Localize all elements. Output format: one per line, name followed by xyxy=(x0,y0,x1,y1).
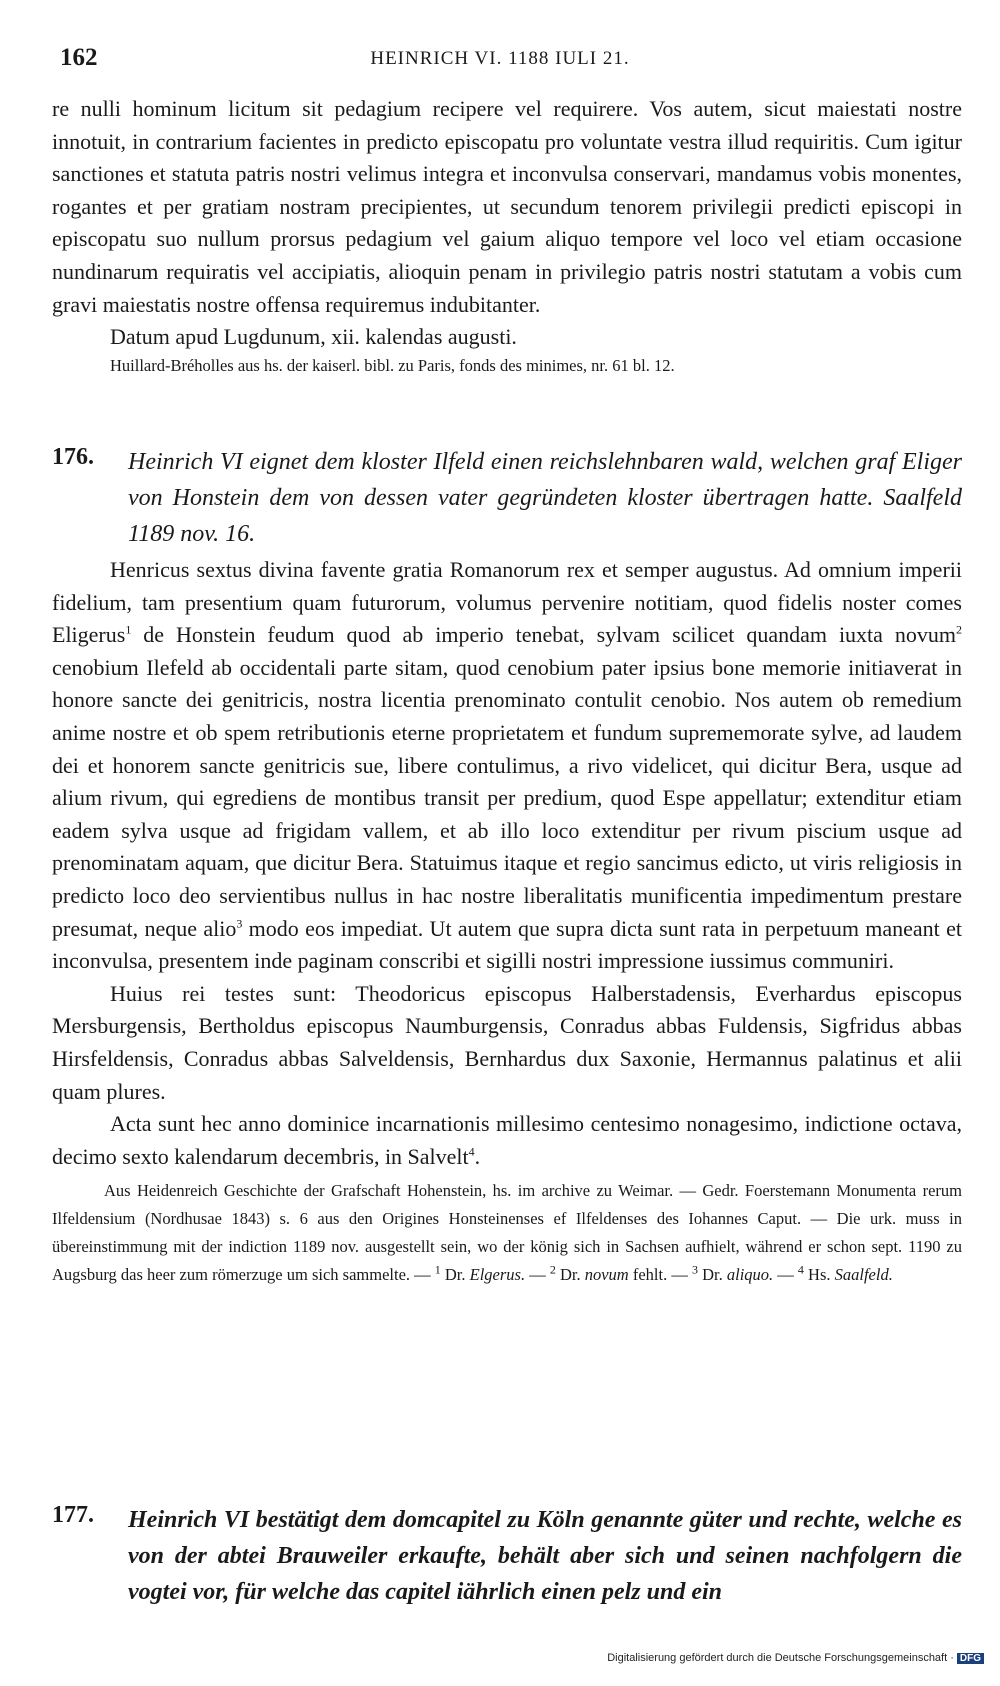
page-number: 162 xyxy=(60,44,98,71)
footnote-ref-4: 4 xyxy=(468,1144,475,1159)
footnote-ref-2: 2 xyxy=(956,622,962,637)
footnote-ref-1: 1 xyxy=(125,622,132,637)
document-177-heading xyxy=(52,1502,962,1610)
body-paragraph: re nulli hominum licitum sit pedagium recipere vel requirere. Vos autem, sicut maiestati nostre innotuit, in contrarium facientes in predicto episcopatu pro voluntate vestra illud requiritis. Cum igitur sanctiones et statuta patris nostri velimus integra et inconvulsa conservari, mandamus vobis monentes, rogantes et per gratiam nostram precipientes, ut secundum tenorem privilegii predicti episcopi in episcopatu suo nullum prorsus pedagium vel gaium aliquo tempore vel loco vel etiam occasione nundinarum requiratis vel accipiatis, alioquin penam in privilegio patris nostri statutam a vobis cum gravi maiestatis nostre offensa requiremus indubitanter. xyxy=(52,96,962,317)
document-summary: Heinrich VI bestätigt dem domcapitel zu Köln genannte güter und rechte, welche es von der abtei Brauweiler erkaufte, behält aber sich und seinen nachfolgern die vogtei vor, für welche das capitel iährlich einen pelz und ein xyxy=(128,1507,962,1605)
document-summary: Heinrich VI eignet dem kloster Ilfeld einen reichslehnbaren wald, welchen graf Eliger von Honstein dem von dessen vater gegründeten kloster übertragen hatte. Saalfeld 1189 nov. 16. xyxy=(128,449,962,547)
document-number: 176. xyxy=(52,444,94,470)
witnesses-paragraph: Huius rei testes sunt: Theodoricus episcopus Halberstadensis, Everhardus episcopus Mersburgensis, Bertholdus episcopus Naumburgensis, Conradus abbas Fuldensis, Sigfridus abbas Hirsfeldensis, Conradus abbas Salveldensis, Bernhardus dux Saxonie, Hermannus palatinus et alii quam plures. xyxy=(52,980,962,1104)
editorial-note: Aus Heidenreich Geschichte der Grafschaft Hohenstein, hs. im archive zu Weimar. — Gedr. Foerstemann Monumenta rerum Ilfeldensium (Nordhusae 1843) s. 6 aus den Origines Honsteinenses ef Ilfeldenses des Iohannes Caput. — Die urk. muss in übereinstimmung mit der indiction 1189 nov. ausgestellt sein, wo der könig sich in Sachsen aufhielt, während er schon sept. 1190 zu Augsburg das heer zum römerzuge um sich sammelte. — $^1$ Dr. Elgerus. — $^2$ Dr. novum fehlt. — $^3$ Dr. aliquo. — $^4$ Hs. Saalfeld. xyxy=(52,1181,962,1284)
document-176-heading xyxy=(52,444,962,552)
footnote-ref-3: 3 xyxy=(236,916,243,931)
charter-text-paragraph: Henricus sextus divina favente gratia Romanorum rex et semper augustus. Ad omnium imperii fidelium, tam presentium quam futurorum, volumus pervenire notitiam, quod fidelis noster comes Eligerus$^1$ de Honstein feudum quod ab imperio tenebat, sylvam scilicet quandam iuxta novum$^2$ cenobium Ilefeld ab occidentali parte sitam, quod cenobium pater ipsius bone memorie initiaverat in honore sancte dei genitricis, nostra licentia prenominato contulit cenobio. Nos autem ob remedium anime nostre et ob spem retributionis eterne proprietatem et fundum suprememorate sylve, ad laudem dei et honorem sancte genitricis sue, libere contulimus, a rivo videlicet, qui dicitur Bera, usque ad alium rivum, qui egrediens de montibus transit per predium, quod Espe appellatur; extenditur etiam eadem sylva usque ad frigidam vallem, et ab illo loco extenditur per rivum piscium usque ad prenominatam aquam, que dicitur Bera. Statuimus itaque et regio sancimus edicto, ut viris religiosis in predicto loco deo servientibus nullus in hac nostre liberalitatis munificentia impedimentum prestare presumat, neque alio$^3$ modo eos impediat. Ut autem que supra dicta sunt rata in perpetuum maneant et inconvulsa, presentem inde paginam conscribi et sigilli nostri impressione iussimus communiri. xyxy=(52,557,962,974)
document-175-continuation xyxy=(52,93,962,376)
page-header xyxy=(60,44,940,78)
source-note: Huillard-Bréholles aus hs. der kaiserl. bibl. zu Paris, fonds des minimes, nr. 61 bl. 12. xyxy=(110,355,675,375)
datum-line: Datum apud Lugdunum, xii. kalendas augusti. xyxy=(110,324,517,350)
dfg-logo: DFG xyxy=(957,1653,984,1664)
digitization-credit: Digitalisierung gefördert durch die Deutsche Forschungsgemeinschaft · DFG xyxy=(607,1652,984,1664)
running-title: HEINRICH VI. 1188 IULI 21. xyxy=(370,48,630,69)
document-number: 177. xyxy=(52,1502,94,1528)
document-176-body xyxy=(52,554,962,1288)
dating-paragraph: Acta sunt hec anno dominice incarnationis millesimo centesimo nonagesimo, indictione octava, decimo sexto kalendarum decembris, in Salvelt$^4$. xyxy=(52,1111,962,1169)
